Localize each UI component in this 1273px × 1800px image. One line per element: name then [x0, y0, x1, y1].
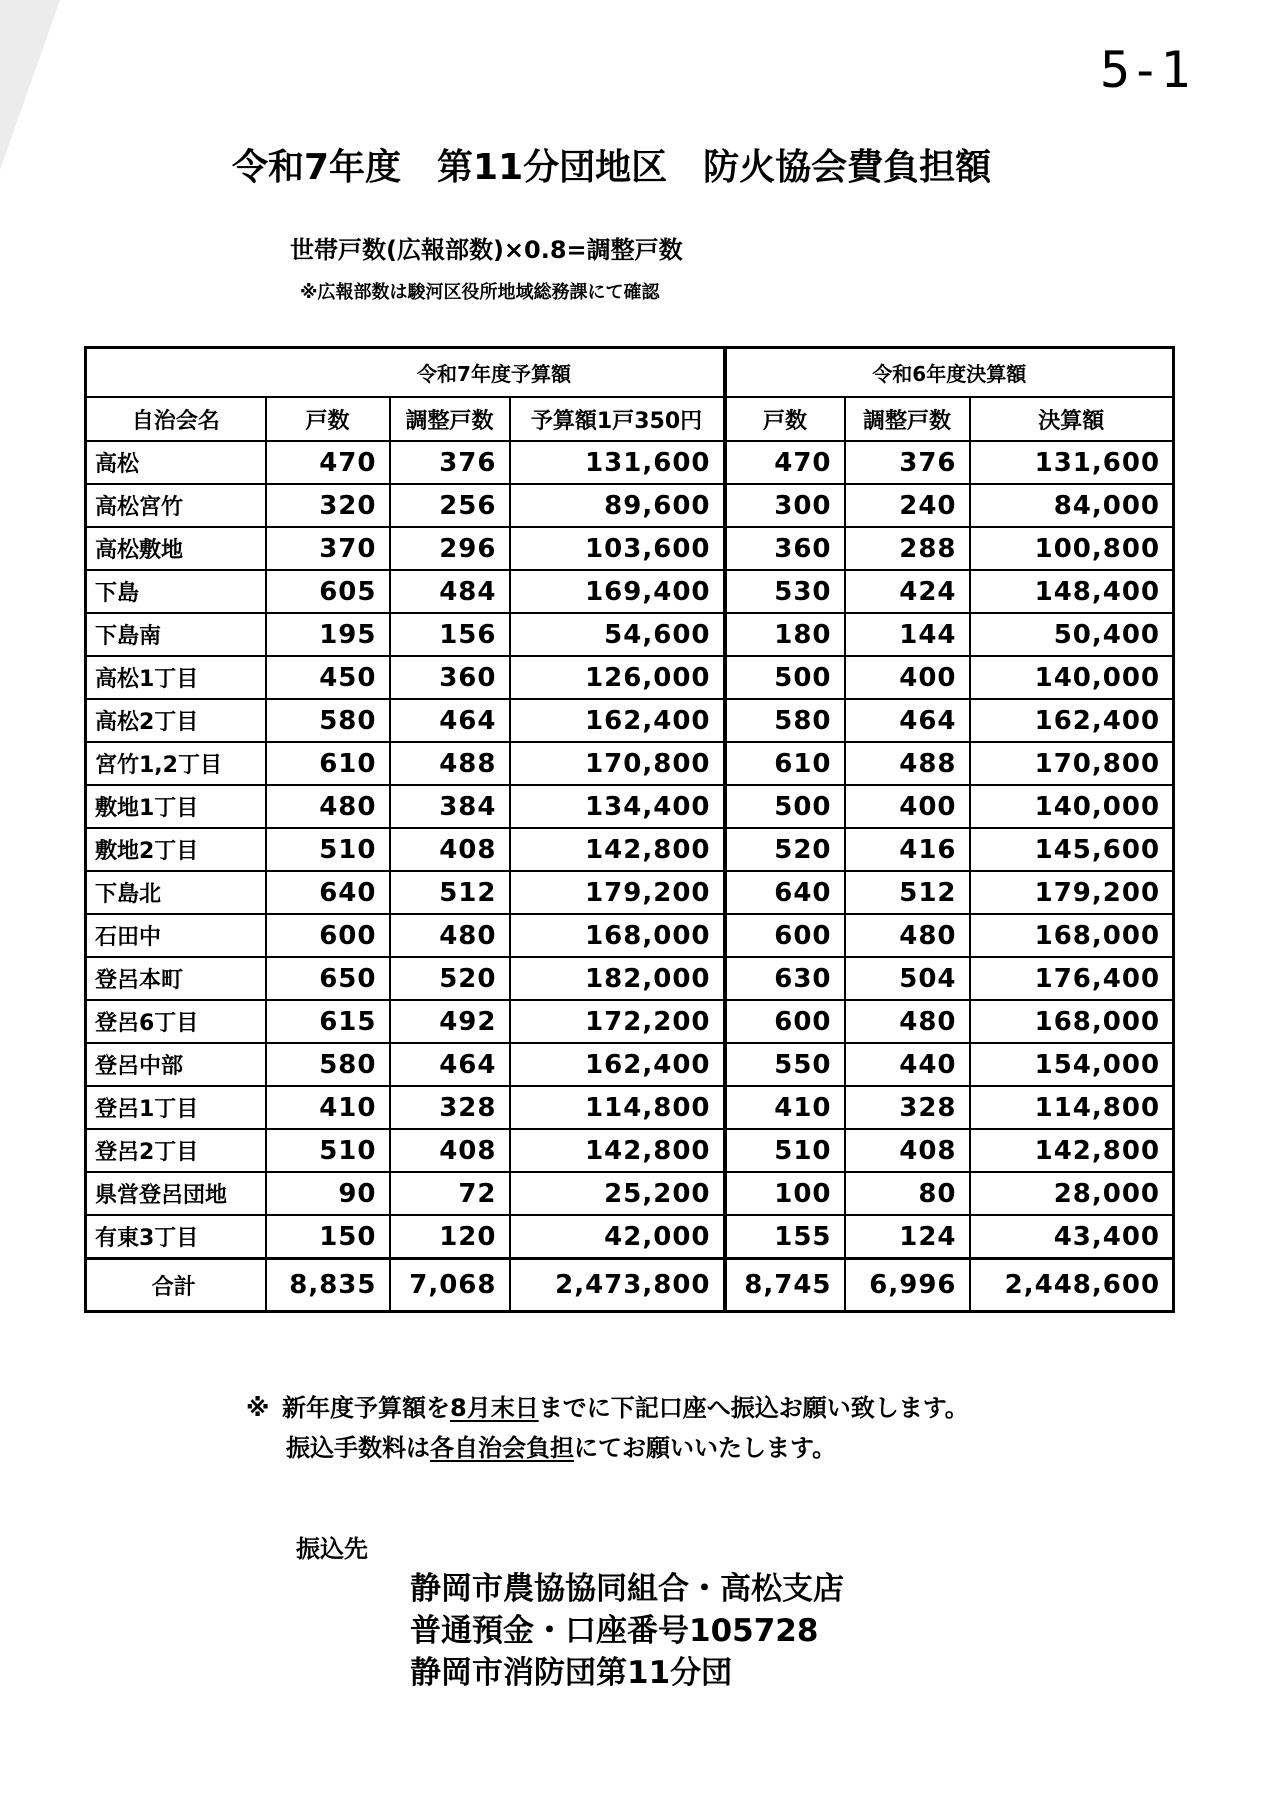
column-header-households: 戸数: [266, 397, 390, 441]
row-adjusted: 296: [390, 527, 510, 570]
row-settlement: 131,600: [970, 441, 1174, 484]
row-households: 615: [266, 1000, 390, 1043]
table-row: [86, 914, 1174, 957]
table-group-header-row: [86, 348, 1174, 398]
row-settlement: 176,400: [970, 957, 1174, 1000]
row-adjusted: 408: [390, 1129, 510, 1172]
row-budget: 182,000: [510, 957, 725, 1000]
row-budget: 134,400: [510, 785, 725, 828]
row-budget: 89,600: [510, 484, 725, 527]
row-budget: 103,600: [510, 527, 725, 570]
column-header-prev-adjusted: 調整戸数: [845, 397, 970, 441]
row-adjusted: 376: [390, 441, 510, 484]
row-prev-households: 360: [725, 527, 845, 570]
row-prev-adjusted: 144: [845, 613, 970, 656]
table-row: [86, 1000, 1174, 1043]
notice-text-1a: 新年度予算額を: [282, 1394, 450, 1422]
row-settlement: 84,000: [970, 484, 1174, 527]
row-budget: 162,400: [510, 1043, 725, 1086]
row-association: 登呂1丁目: [86, 1086, 266, 1129]
notice-deadline: 8月末日: [450, 1394, 539, 1422]
row-budget: 42,000: [510, 1215, 725, 1259]
row-households: 450: [266, 656, 390, 699]
row-association: 有東3丁目: [86, 1215, 266, 1259]
row-households: 580: [266, 699, 390, 742]
row-adjusted: 512: [390, 871, 510, 914]
table-row: [86, 1043, 1174, 1086]
row-prev-households: 600: [725, 914, 845, 957]
row-settlement: 100,800: [970, 527, 1174, 570]
row-budget: 168,000: [510, 914, 725, 957]
row-budget: 169,400: [510, 570, 725, 613]
row-households: 610: [266, 742, 390, 785]
transfer-bank: 静岡市農協協同組合・高松支店: [410, 1571, 844, 1607]
row-settlement: 168,000: [970, 1000, 1174, 1043]
row-association: 登呂中部: [86, 1043, 266, 1086]
table-row: [86, 957, 1174, 1000]
row-households: 510: [266, 1129, 390, 1172]
row-prev-households: 550: [725, 1043, 845, 1086]
row-prev-adjusted: 512: [845, 871, 970, 914]
row-households: 150: [266, 1215, 390, 1259]
row-association: 登呂本町: [86, 957, 266, 1000]
table-row: [86, 484, 1174, 527]
row-prev-households: 510: [725, 1129, 845, 1172]
row-prev-households: 520: [725, 828, 845, 871]
table-row: [86, 441, 1174, 484]
row-households: 195: [266, 613, 390, 656]
row-prev-adjusted: 464: [845, 699, 970, 742]
row-households: 640: [266, 871, 390, 914]
table-row: [86, 570, 1174, 613]
row-adjusted: 120: [390, 1215, 510, 1259]
row-prev-adjusted: 124: [845, 1215, 970, 1259]
group-header-settlement: 令和6年度決算額: [725, 348, 1174, 398]
row-settlement: 142,800: [970, 1129, 1174, 1172]
transfer-details: [410, 1568, 844, 1694]
row-prev-adjusted: 400: [845, 785, 970, 828]
row-association: 敷地2丁目: [86, 828, 266, 871]
row-prev-households: 630: [725, 957, 845, 1000]
row-households: 90: [266, 1172, 390, 1215]
row-adjusted: 484: [390, 570, 510, 613]
row-association: 県営登呂団地: [86, 1172, 266, 1215]
row-budget: 54,600: [510, 613, 725, 656]
row-association: 下島北: [86, 871, 266, 914]
row-association: 高松: [86, 441, 266, 484]
row-association: 高松1丁目: [86, 656, 266, 699]
row-households: 410: [266, 1086, 390, 1129]
row-prev-households: 410: [725, 1086, 845, 1129]
row-association: 高松宮竹: [86, 484, 266, 527]
row-settlement: 154,000: [970, 1043, 1174, 1086]
row-association: 高松敷地: [86, 527, 266, 570]
transfer-label: 振込先: [296, 1535, 368, 1563]
row-households: 600: [266, 914, 390, 957]
group-header-blank: [86, 348, 266, 398]
row-prev-adjusted: 424: [845, 570, 970, 613]
table-row: [86, 656, 1174, 699]
row-budget: 142,800: [510, 1129, 725, 1172]
notice-line-1: [246, 1388, 969, 1428]
row-prev-adjusted: 240: [845, 484, 970, 527]
table-row: [86, 828, 1174, 871]
row-prev-households: 470: [725, 441, 845, 484]
row-budget: 179,200: [510, 871, 725, 914]
table-row: [86, 699, 1174, 742]
total-budget: 2,473,800: [510, 1259, 725, 1312]
row-households: 510: [266, 828, 390, 871]
row-households: 650: [266, 957, 390, 1000]
row-budget: 142,800: [510, 828, 725, 871]
row-association: 宮竹1,2丁目: [86, 742, 266, 785]
row-prev-adjusted: 488: [845, 742, 970, 785]
table-row: [86, 527, 1174, 570]
formula-text: 世帯戸数(広報部数)×0.8=調整戸数: [290, 236, 683, 264]
formula-note: ※広報部数は駿河区役所地域総務課にて確認: [300, 282, 660, 303]
total-prev-adjusted: 6,996: [845, 1259, 970, 1312]
row-prev-households: 300: [725, 484, 845, 527]
scan-corner-shadow: [0, 0, 60, 170]
row-prev-adjusted: 416: [845, 828, 970, 871]
row-prev-households: 500: [725, 656, 845, 699]
table-row: [86, 1129, 1174, 1172]
row-settlement: 140,000: [970, 656, 1174, 699]
row-budget: 172,200: [510, 1000, 725, 1043]
row-households: 470: [266, 441, 390, 484]
notice-line-2: [246, 1428, 969, 1468]
row-adjusted: 488: [390, 742, 510, 785]
table-row: [86, 742, 1174, 785]
row-settlement: 148,400: [970, 570, 1174, 613]
column-header-association: 自治会名: [86, 397, 266, 441]
row-prev-adjusted: 400: [845, 656, 970, 699]
row-households: 605: [266, 570, 390, 613]
total-prev-households: 8,745: [725, 1259, 845, 1312]
row-settlement: 145,600: [970, 828, 1174, 871]
payment-notice: [246, 1388, 969, 1468]
row-settlement: 140,000: [970, 785, 1174, 828]
table-column-header-row: [86, 397, 1174, 441]
table-row: [86, 1172, 1174, 1215]
row-prev-households: 640: [725, 871, 845, 914]
notice-text-2b: にてお願いいたします。: [574, 1434, 837, 1462]
table-row: [86, 613, 1174, 656]
row-adjusted: 328: [390, 1086, 510, 1129]
row-prev-households: 530: [725, 570, 845, 613]
row-prev-adjusted: 80: [845, 1172, 970, 1215]
row-households: 370: [266, 527, 390, 570]
row-prev-households: 580: [725, 699, 845, 742]
row-budget: 162,400: [510, 699, 725, 742]
total-settlement: 2,448,600: [970, 1259, 1174, 1312]
table-row: [86, 1215, 1174, 1259]
table-total-row: [86, 1259, 1174, 1312]
row-association: 敷地1丁目: [86, 785, 266, 828]
row-settlement: 114,800: [970, 1086, 1174, 1129]
row-prev-households: 600: [725, 1000, 845, 1043]
row-prev-adjusted: 480: [845, 1000, 970, 1043]
row-prev-adjusted: 504: [845, 957, 970, 1000]
column-header-budget: 予算額1戸350円: [510, 397, 725, 441]
row-adjusted: 360: [390, 656, 510, 699]
fee-table: [84, 346, 1175, 1313]
row-prev-adjusted: 408: [845, 1129, 970, 1172]
row-settlement: 50,400: [970, 613, 1174, 656]
page-number: 5-1: [1100, 41, 1191, 99]
column-header-prev-households: 戸数: [725, 397, 845, 441]
row-settlement: 28,000: [970, 1172, 1174, 1215]
row-prev-adjusted: 328: [845, 1086, 970, 1129]
row-prev-households: 610: [725, 742, 845, 785]
row-budget: 131,600: [510, 441, 725, 484]
table-row: [86, 871, 1174, 914]
column-header-settlement: 決算額: [970, 397, 1174, 441]
page-title: 令和7年度 第11分団地区 防火協会費負担額: [232, 147, 992, 188]
row-association: 登呂2丁目: [86, 1129, 266, 1172]
row-settlement: 43,400: [970, 1215, 1174, 1259]
row-households: 320: [266, 484, 390, 527]
row-settlement: 170,800: [970, 742, 1174, 785]
row-budget: 114,800: [510, 1086, 725, 1129]
row-prev-households: 180: [725, 613, 845, 656]
row-settlement: 179,200: [970, 871, 1174, 914]
row-association: 下島: [86, 570, 266, 613]
row-prev-households: 500: [725, 785, 845, 828]
table-body: [86, 441, 1174, 1259]
row-adjusted: 480: [390, 914, 510, 957]
table-row: [86, 785, 1174, 828]
row-adjusted: 520: [390, 957, 510, 1000]
row-association: 石田中: [86, 914, 266, 957]
row-budget: 25,200: [510, 1172, 725, 1215]
row-association: 高松2丁目: [86, 699, 266, 742]
row-prev-adjusted: 480: [845, 914, 970, 957]
column-header-adjusted: 調整戸数: [390, 397, 510, 441]
row-adjusted: 156: [390, 613, 510, 656]
row-budget: 170,800: [510, 742, 725, 785]
row-adjusted: 384: [390, 785, 510, 828]
notice-text-1b: までに下記口座へ振込お願い致します。: [538, 1394, 969, 1422]
notice-mark: ※: [246, 1394, 270, 1422]
row-association: 登呂6丁目: [86, 1000, 266, 1043]
table-row: [86, 1086, 1174, 1129]
row-adjusted: 492: [390, 1000, 510, 1043]
row-adjusted: 464: [390, 1043, 510, 1086]
row-settlement: 168,000: [970, 914, 1174, 957]
row-households: 580: [266, 1043, 390, 1086]
total-adjusted: 7,068: [390, 1259, 510, 1312]
row-prev-households: 155: [725, 1215, 845, 1259]
row-prev-adjusted: 288: [845, 527, 970, 570]
row-adjusted: 464: [390, 699, 510, 742]
transfer-holder: 静岡市消防団第11分団: [410, 1655, 733, 1691]
row-prev-households: 100: [725, 1172, 845, 1215]
notice-fee-bearer: 各自治会負担: [430, 1434, 574, 1462]
group-header-budget: 令和7年度予算額: [266, 348, 725, 398]
row-adjusted: 408: [390, 828, 510, 871]
row-prev-adjusted: 376: [845, 441, 970, 484]
row-adjusted: 256: [390, 484, 510, 527]
row-adjusted: 72: [390, 1172, 510, 1215]
total-label: 合計: [86, 1259, 266, 1312]
row-association: 下島南: [86, 613, 266, 656]
row-budget: 126,000: [510, 656, 725, 699]
transfer-account: 普通預金・口座番号105728: [410, 1613, 819, 1649]
notice-text-2a: 振込手数料は: [286, 1434, 430, 1462]
row-settlement: 162,400: [970, 699, 1174, 742]
row-prev-adjusted: 440: [845, 1043, 970, 1086]
row-households: 480: [266, 785, 390, 828]
total-households: 8,835: [266, 1259, 390, 1312]
